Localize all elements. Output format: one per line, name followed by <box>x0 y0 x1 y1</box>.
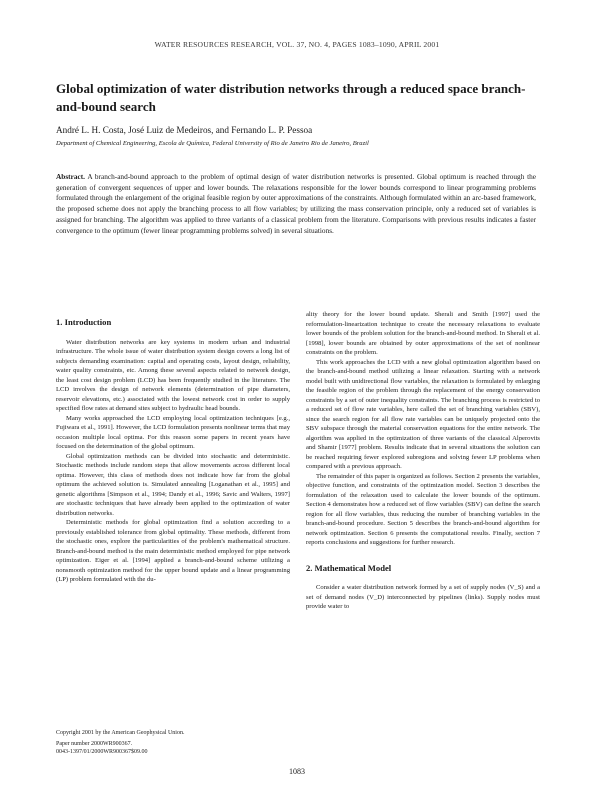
body-paragraph: The remainder of this paper is organized as follows. Section 2 presents the variables, objective function, and constraints of the optimization model. Section 3 describes the formulation of the relaxation used to calculate the lower bounds of the optimum. Section 4 demonstrates how a reduced set of flow variables (SBV) can define the search region for all flow variables, thus reducing the number of branching variables in the branch-and-bound procedure. Section 5 describes the branch-and-bound algorithm for network optimization. Section 6 presents the computational results. Finally, section 7 reports conclusions and suggestions for further research. <box>306 472 540 546</box>
section-heading-mathematical-model: 2. Mathematical Model <box>306 562 392 573</box>
left-column <box>56 312 290 585</box>
body-paragraph: Global optimization methods can be divided into stochastic and deterministic. Stochastic methods include random steps that allow movements across different local optima. However, this class of methods does not indicate how far from the global optimum the achieved solution is. Simulated annealing [Loganathan et al., 1995] and genetic algorithms [Simpson et al., 1994; Dandy et al., 1996; Savic and Walters, 1997] are stochastic techniques that have already been applied to the optimization of water distribution networks. <box>56 452 290 517</box>
affiliation: Department of Chemical Engineering, Escola de Química, Federal University of Rio de Janeiro Rio de Janeiro, Brazil <box>56 140 369 147</box>
section-heading-introduction: 1. Introduction <box>56 317 112 327</box>
copyright-footer <box>56 729 290 756</box>
running-head: WATER RESOURCES RESEARCH, VOL. 37, NO. 4, PAGES 1083–1090, APRIL 2001 <box>154 40 440 49</box>
abstract <box>56 172 536 236</box>
body-paragraph: ality theory for the lower bound update. Sherali and Smith [1997] used the reformulation-linearization technique to create the necessary relaxations to evaluate lower bounds of the problem solution for the branch-and-bound method. In Sherali et al. [1998], lower bounds are obtained by outer approximations of the set of nonlinear constraints on the problem. <box>306 311 540 356</box>
issn-line: 0043-1397/01/2000WR900367$09.00 <box>56 749 148 755</box>
body-paragraph: This work approaches the LCD with a new global optimization algorithm based on the branch-and-bound method utilizing a linear relaxation. Starting with a network model built with unidirectional flow variables, the relaxation is formulated by enlarging the feasible region of the problem through the replacement of the energy conservation constraints by a set of outer inequality constraints. The branching process is restricted to a reduced set of flow rate variables, here called the set of branching variables (SBV), since the search region for all flow rate variables can be uniquely projected onto the SBV subspace through the material conservation equations for the entire network. The algorithm was applied in the optimization of three variants of the classical Alperovits and Shamir [1977] problem. Results indicate that in several situations the solution can be reached requiring fewer explored subregions and solving fewer LP problems when compared with a previous approach. <box>306 358 540 470</box>
copyright-line: Copyright 2001 by the American Geophysical Union. <box>56 730 185 736</box>
page-number: 1083 <box>289 767 305 776</box>
paper-number: Paper number 2000WR900367. <box>56 741 133 747</box>
abstract-label: Abstract. <box>56 172 85 181</box>
paper-title: Global optimization of water distribution networks through a reduced space branch-and-bound search <box>56 81 526 114</box>
body-paragraph: Consider a water distribution network formed by a set of supply nodes (V_S) and a set of demand nodes (V_D) interconnected by pipelines (links). Supply nodes must provide water to <box>306 584 540 610</box>
right-column <box>306 310 540 612</box>
author-list: André L. H. Costa, José Luiz de Medeiros, and Fernando L. P. Pessoa <box>56 125 313 135</box>
body-paragraph: Many works approached the LCD employing local optimization techniques [e.g., Fujiwara et al., 1991]. However, the LCD formulation presents nonlinear terms that may occasion multiple local optima. For this reason some papers in recent years have focused on the determination of the global optimum. <box>56 414 290 450</box>
body-paragraph: Deterministic methods for global optimization find a solution according to a previously established tolerance from global optimality. These methods, different from the stochastic ones, explore the particularities of the problem's mathematical structure. Branch-and-bound method is the main deterministic method employed for pipe network optimization. Eiger et al. [1994] applied a branch-and-bound scheme utilizing a nonsmooth optimization method for the upper bound update and a linear programming (LP) problem formulated with the du- <box>56 519 290 583</box>
body-paragraph: Water distribution networks are key systems in modern urban and industrial infrastructure. The whole issue of water distribution system design covers a long list of subjects demanding examination: capital and operating costs, layout design, reliability, water quality constraints, etc. Among these several aspects related to network design, the least cost design problem (LCD) has been frequently studied in the literature. The LCD involves the design of network elements (determination of pipe diameters, reservoir elevations, etc.) associated with the lowest network cost in order to supply specified flow rates at demand sites subject to hydraulic head bounds. <box>56 338 290 412</box>
abstract-text: A branch-and-bound approach to the problem of optimal design of water distribution networks is presented. Global optimum is reached through the generation of convergent sequences of upper and lower bounds. The relaxations responsible for the lower bounds correspond to linear programming problems formulated through the enlargement of the original feasible region by outer approximations of the constraints. Although formulated within an arc-based framework, the proposed scheme does not apply the branching process to all flow variables; by utilizing the mass conservation principle, only a reduced set of variables is assigned for branching. The algorithm was applied to three variants of a classical problem from the literature. Comparisons with previous results indicates a faster convergence to the optimum (fewer linear programming problems solved) in several situations. <box>56 172 536 235</box>
